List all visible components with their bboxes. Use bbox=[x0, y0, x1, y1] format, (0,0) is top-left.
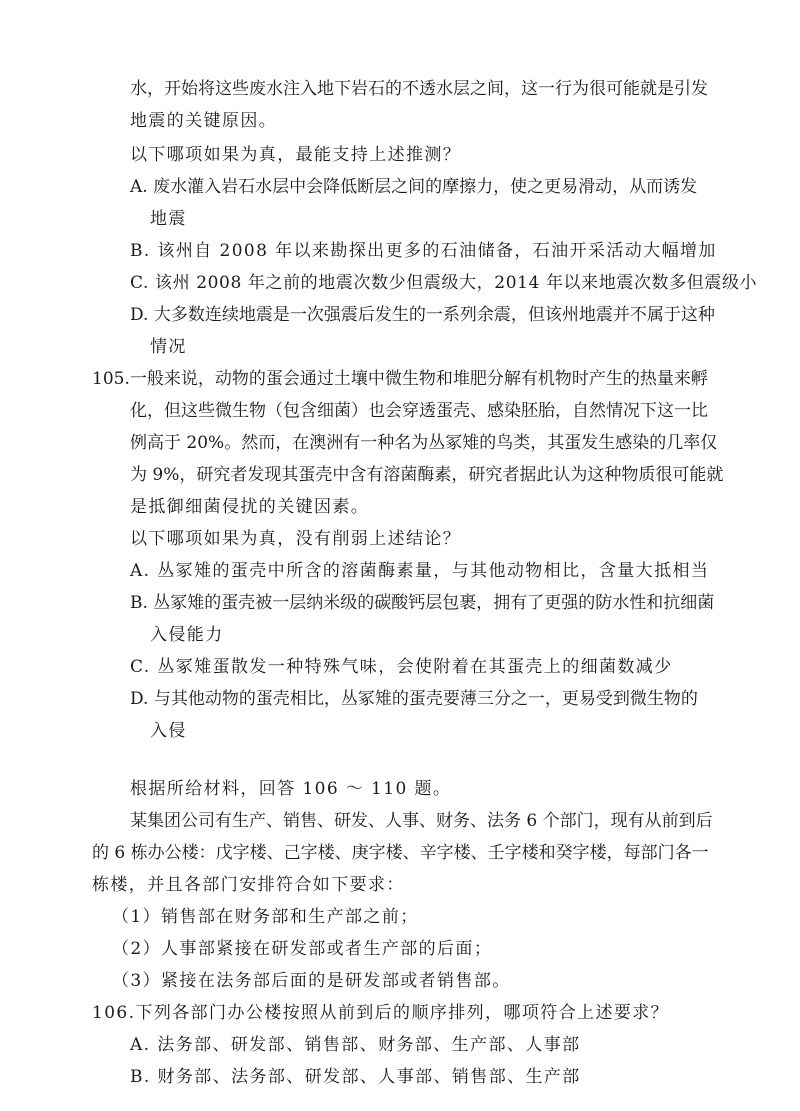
q104-option-b: B. 该州自 2008 年以来勘探出更多的石油储备，石油开采活动大幅增加 bbox=[130, 241, 717, 261]
q105-paragraph-line-4: 为 9%，研究者发现其蛋壳中含有溶菌酶素，研究者据此认为这种物质很可能就 bbox=[130, 465, 724, 485]
q104-stem: 以下哪项如果为真，最能支持上述推测？ bbox=[130, 145, 462, 165]
q105-option-d-line-2: 入侵 bbox=[150, 721, 187, 741]
q104-option-a-line-1: A. 废水灌入岩石水层中会降低断层之间的摩擦力，使之更易滑动，从而诱发 bbox=[130, 177, 698, 197]
q104-option-a-line-2: 地震 bbox=[150, 209, 187, 229]
material-rule-2: （2）人事部紧接在研发部或者生产部的后面； bbox=[112, 939, 493, 959]
material-rule-1: （1）销售部在财务部和生产部之前； bbox=[112, 907, 419, 927]
q105-paragraph-line-2: 化，但这些微生物（包含细菌）也会穿透蛋壳、感染胚胎，自然情况下这一比 bbox=[130, 401, 708, 421]
q106-option-b: B. 财务部、法务部、研发部、人事部、销售部、生产部 bbox=[130, 1067, 581, 1087]
q104-option-c: C. 该州 2008 年之前的地震次数少但震级大，2014 年以来地震次数多但震级小 bbox=[130, 273, 758, 293]
continuation-line-2: 地震的关键原因。 bbox=[130, 111, 278, 131]
q106-stem: 106.下列各部门办公楼按照从前到后的顺序排列，哪项符合上述要求？ bbox=[92, 1003, 670, 1023]
material-intro: 根据所给材料，回答 106 ～ 110 题。 bbox=[130, 779, 452, 799]
material-rule-3: （3）紧接在法务部后面的是研发部或者销售部。 bbox=[112, 971, 511, 991]
q105-paragraph-line-5: 是抵御细菌侵扰的关键因素。 bbox=[130, 497, 370, 517]
q105-option-b-line-1: B. 丛冢雉的蛋壳被一层纳米级的碳酸钙层包裹，拥有了更强的防水性和抗细菌 bbox=[130, 593, 715, 613]
q104-option-d-line-1: D. 大多数连续地震是一次强震后发生的一系列余震，但该州地震并不属于这种 bbox=[130, 305, 715, 325]
q104-option-d-line-2: 情况 bbox=[150, 337, 187, 357]
material-paragraph-line-3: 栋楼，并且各部门安排符合如下要求： bbox=[92, 875, 405, 895]
q105-option-c: C. 丛冢雉蛋散发一种特殊气味，会使附着在其蛋壳上的细菌数减少 bbox=[130, 657, 673, 677]
q105-stem: 以下哪项如果为真，没有削弱上述结论？ bbox=[130, 529, 462, 549]
q105-paragraph-line-1: 105.一般来说，动物的蛋会通过土壤中微生物和堆肥分解有机物时产生的热量来孵 bbox=[92, 369, 708, 389]
continuation-line-1: 水，开始将这些废水注入地下岩石的不透水层之间，这一行为很可能就是引发 bbox=[130, 79, 708, 99]
material-paragraph-line-2: 的 6 栋办公楼：戊字楼、己字楼、庚字楼、辛字楼、壬字楼和癸字楼，每部门各一 bbox=[92, 843, 709, 863]
q105-option-a: A. 丛冢雉的蛋壳中所含的溶菌酶素量，与其他动物相比，含量大抵相当 bbox=[130, 561, 710, 581]
q105-paragraph-line-3: 例高于 20%。然而，在澳洲有一种名为丛冢雉的鸟类，其蛋发生感染的几率仅 bbox=[130, 433, 718, 453]
q106-option-a: A. 法务部、研发部、销售部、财务部、生产部、人事部 bbox=[130, 1035, 581, 1055]
q105-option-b-line-2: 入侵能力 bbox=[150, 625, 224, 645]
q105-option-d-line-1: D. 与其他动物的蛋壳相比，丛冢雉的蛋壳要薄三分之一，更易受到微生物的 bbox=[130, 689, 698, 709]
material-paragraph-line-1: 某集团公司有生产、销售、研发、人事、财务、法务 6 个部门，现有从前到后 bbox=[130, 811, 713, 831]
